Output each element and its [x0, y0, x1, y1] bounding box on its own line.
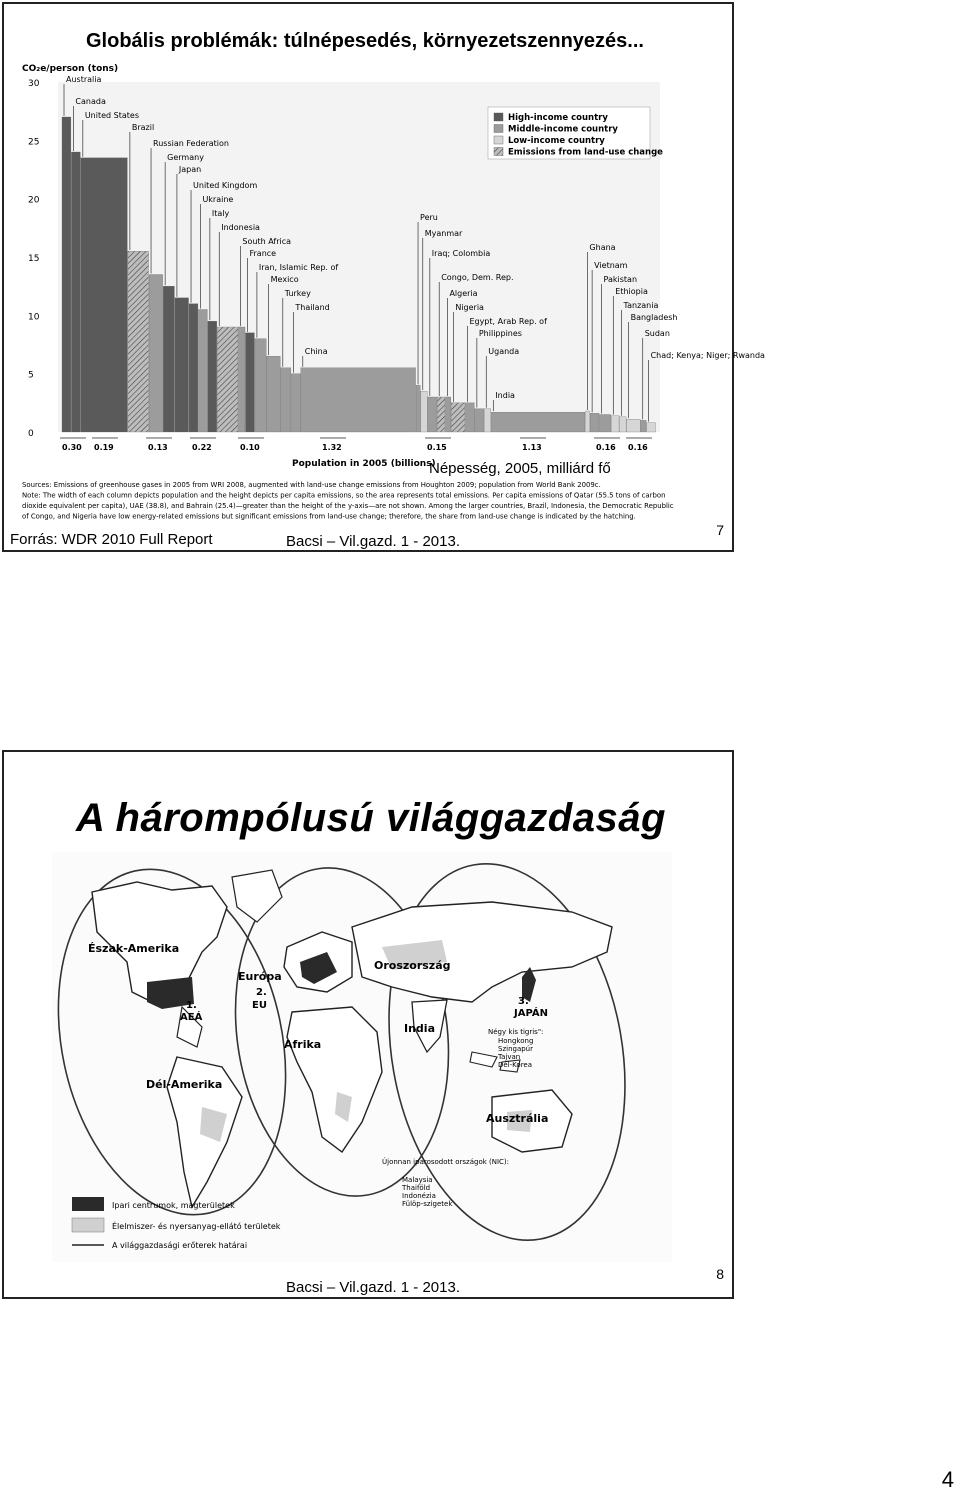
- label-india: India: [404, 1022, 435, 1035]
- legend-swatch: [494, 148, 503, 156]
- page-number: 8: [716, 1266, 724, 1282]
- label-pole-2: 2.: [256, 987, 267, 998]
- y-tick-label: 5: [28, 370, 34, 381]
- document-page-number: 4: [941, 1467, 954, 1492]
- slide-8: [2, 750, 734, 1299]
- country-label: Ukraine: [202, 195, 234, 204]
- x-caption: Népesség, 2005, milliárd fő: [429, 460, 611, 477]
- bracket-label: 0.15: [427, 443, 447, 452]
- bar: [198, 310, 207, 433]
- source-text: Forrás: WDR 2010 Full Report: [10, 531, 213, 548]
- label-nic-1: Malaysia: [402, 1176, 433, 1184]
- country-label: Russian Federation: [153, 139, 229, 148]
- bar: [149, 275, 163, 433]
- bar: [163, 286, 174, 432]
- bracket-label: 0.30: [62, 443, 82, 452]
- country-label: Mexico: [270, 275, 299, 284]
- note-line: dioxide equivalent per capita), UAE (38.8), and Bahrain (25.4)—greater than the height of the y-axis—are not shown. Among the larger countries, Brazil, Indonesia, the Democratic Republic: [22, 502, 674, 510]
- country-label: Congo, Dem. Rep.: [441, 273, 514, 282]
- label-pole-1-name: AEÁ: [180, 1012, 203, 1023]
- bar: [208, 321, 217, 432]
- bracket-label: 0.13: [148, 443, 168, 452]
- label-africa: Afrika: [284, 1038, 322, 1051]
- bar: [428, 397, 437, 432]
- y-tick-label: 15: [28, 254, 40, 264]
- country-label: Algeria: [449, 289, 478, 298]
- country-label: Australia: [66, 75, 102, 84]
- bar: [620, 417, 627, 432]
- bracket-label: 0.16: [596, 443, 616, 452]
- label-tiger-3: Tajvan: [498, 1053, 521, 1061]
- chart-legend: [488, 107, 663, 159]
- label-tiger-4: Dél-Korea: [498, 1061, 533, 1069]
- note-line: of Congo, and Nigeria have low energy-related emissions but significant emissions from land-use change; therefore, the share from land-use change is indicated by the hatching.: [22, 512, 636, 521]
- country-label: Uganda: [488, 347, 520, 356]
- country-label: Italy: [211, 209, 230, 218]
- bar: [647, 423, 656, 432]
- y-tick-label: 30: [28, 79, 40, 89]
- legend-swatch: [494, 136, 503, 144]
- country-label: Ghana: [589, 243, 616, 252]
- y-tick-label: 20: [28, 195, 40, 206]
- country-label: United Kingdom: [193, 181, 258, 190]
- label-australia: Ausztrália: [486, 1112, 549, 1125]
- bar: [475, 409, 484, 432]
- bar: [641, 420, 646, 432]
- bar: [421, 391, 428, 432]
- country-label: Bangladesh: [630, 313, 678, 322]
- legend-label: Middle-income country: [508, 124, 618, 135]
- label-pole-1: 1.: [186, 1000, 197, 1011]
- slide-title: Globális problémák: túlnépesedés, környezetszennyezés...: [86, 30, 644, 52]
- bar: [281, 368, 291, 432]
- label-pole-2-name: EU: [252, 1000, 267, 1011]
- y-tick-label: 0: [28, 429, 34, 439]
- bar: [600, 415, 611, 433]
- bracket-label: 0.10: [240, 443, 260, 452]
- legend-swatch: [494, 113, 503, 121]
- country-label: United States: [84, 111, 139, 120]
- country-label: Thailand: [295, 303, 330, 312]
- note-line: Sources: Emissions of greenhouse gases in 2005 from WRI 2008, augmented with land-use change emissions from Houghton 2009; population from World Bank 2009c.: [22, 481, 601, 489]
- bar: [245, 333, 254, 432]
- label-nic-title: Újonnan iparosodott országok (NIC):: [382, 1158, 510, 1166]
- bracket-label: 0.19: [94, 443, 114, 452]
- country-label: Nigeria: [455, 303, 484, 312]
- page-number: 7: [716, 522, 724, 538]
- label-nic-3: Indonézia: [402, 1192, 436, 1200]
- legend-swatch-supply: [72, 1218, 104, 1232]
- country-label: Iran, Islamic Rep. of: [258, 263, 339, 272]
- country-label: Indonesia: [221, 223, 260, 232]
- bar: [437, 397, 445, 432]
- bar: [81, 158, 128, 432]
- country-label: China: [304, 347, 328, 356]
- bracket-label: 1.13: [522, 443, 542, 452]
- legend-swatch: [494, 125, 503, 133]
- country-label: Germany: [167, 153, 204, 162]
- footer: Bacsi – Vil.gazd. 1 - 2013.: [286, 1279, 460, 1296]
- slide-7: [2, 2, 765, 552]
- country-label: Vietnam: [594, 261, 628, 270]
- bar: [611, 416, 619, 432]
- country-label: Philippines: [478, 329, 522, 338]
- country-label: Peru: [420, 213, 438, 222]
- country-label: India: [495, 391, 515, 400]
- label-tiger-1: Hongkong: [498, 1037, 534, 1045]
- country-label: Ethiopia: [615, 287, 648, 296]
- label-russia: Oroszország: [374, 959, 451, 972]
- label-pole-3-name: JAPÁN: [514, 1008, 548, 1019]
- bar: [128, 251, 149, 432]
- bar: [491, 412, 585, 432]
- note-line: Note: The width of each column depicts population and the height depicts per capita emissions, so the area represents total emissions. Per capita emissions of Qatar (55.5 tons of carbon: [22, 491, 666, 500]
- country-label: Sudan: [644, 329, 670, 338]
- legend-label-supply: Élelmiszer- és nyersanyag-ellátó területek: [112, 1222, 281, 1231]
- bar: [416, 385, 420, 432]
- label-south-america: Dél-Amerika: [146, 1078, 223, 1091]
- legend-label-boundary: A világgazdasági erőterek határai: [112, 1241, 248, 1250]
- bracket-label: 0.16: [628, 443, 648, 452]
- bar: [301, 368, 416, 432]
- bracket-label: 1.32: [322, 443, 342, 452]
- bar: [451, 403, 465, 432]
- country-label: Myanmar: [424, 229, 463, 238]
- y-axis-label: CO₂e/person (tons): [22, 64, 119, 74]
- bar: [585, 411, 589, 432]
- x-axis-label: Population in 2005 (billions): [292, 459, 436, 469]
- legend-swatch-core: [72, 1197, 104, 1211]
- bar: [238, 327, 245, 432]
- country-label: Canada: [75, 97, 106, 106]
- legend-label-core: Ipari centrumok, magterületek: [112, 1201, 235, 1210]
- world-map: [52, 852, 672, 1262]
- bar: [484, 409, 491, 432]
- country-label: South Africa: [242, 237, 292, 246]
- label-pole-3: 3.: [518, 996, 529, 1007]
- bar: [62, 117, 71, 432]
- label-tiger-2: Szingapúr: [498, 1045, 533, 1053]
- country-label: Japan: [178, 165, 202, 174]
- country-label: Tanzania: [623, 301, 659, 310]
- legend-label: Emissions from land-use change: [508, 147, 663, 158]
- bar: [189, 304, 198, 432]
- bar: [465, 403, 474, 432]
- bar: [217, 327, 238, 432]
- label-north-america: Észak-Amerika: [88, 942, 180, 955]
- country-label: Egypt, Arab Rep. of: [469, 317, 547, 326]
- y-tick-label: 25: [28, 137, 40, 148]
- country-label: Pakistan: [603, 275, 638, 284]
- label-nic-2: Thaiföld: [402, 1184, 431, 1192]
- bar: [627, 419, 641, 432]
- country-label: Turkey: [284, 289, 311, 298]
- bar: [267, 356, 281, 432]
- bar: [445, 397, 450, 432]
- bar: [590, 413, 599, 432]
- country-label: Iraq; Colombia: [431, 249, 491, 258]
- bracket-label: 0.22: [192, 443, 212, 452]
- label-tigers-title: Négy kis tigris":: [488, 1028, 544, 1036]
- bar: [255, 339, 266, 432]
- legend-label: High-income country: [508, 113, 608, 123]
- bar: [291, 374, 300, 432]
- legend-label: Low-income country: [508, 136, 605, 146]
- footer: Bacsi – Vil.gazd. 1 - 2013.: [286, 533, 460, 550]
- bar: [71, 152, 80, 432]
- label-nic-4: Fülöp-szigetek: [402, 1200, 453, 1208]
- bar: [175, 298, 189, 432]
- country-label: France: [249, 249, 277, 258]
- label-europe: Európa: [238, 970, 282, 983]
- country-label: Brazil: [131, 123, 155, 132]
- country-label: Chad; Kenya; Niger; Rwanda: [650, 351, 765, 360]
- slide-title: A hárompólusú világgazdaság: [76, 796, 666, 840]
- y-tick-label: 10: [28, 312, 40, 323]
